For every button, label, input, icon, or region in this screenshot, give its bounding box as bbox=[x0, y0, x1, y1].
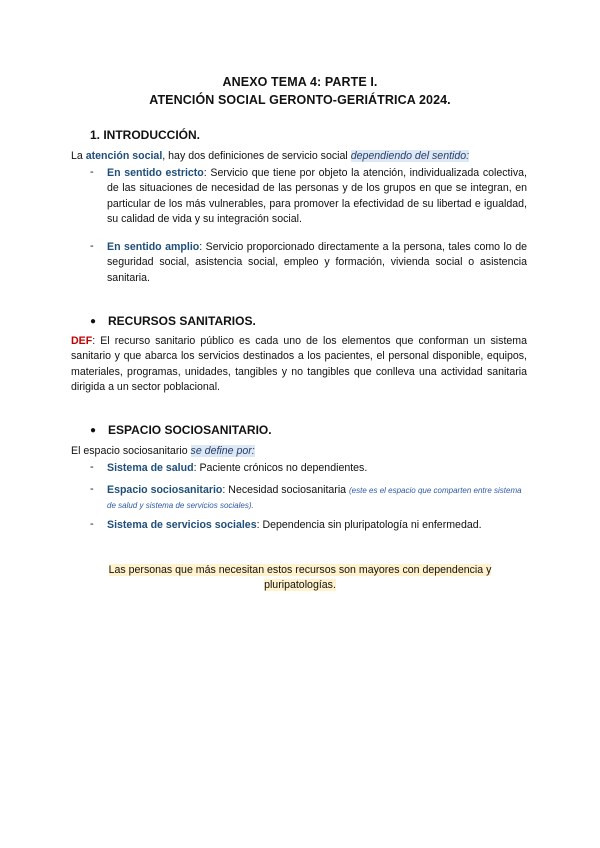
intro-pre: La bbox=[71, 150, 86, 162]
dash-icon: - bbox=[90, 483, 94, 495]
list-item-espacio-sociosanitario bbox=[107, 483, 531, 514]
intro-term: atención social bbox=[85, 150, 163, 162]
item-term: Espacio sociosanitario bbox=[107, 484, 223, 496]
item-term: Sistema de servicios sociales bbox=[107, 519, 257, 531]
document-title-line2: ATENCIÓN SOCIAL GERONTO-GERIÁTRICA 2024. bbox=[149, 93, 451, 107]
dash-icon: - bbox=[90, 166, 94, 178]
def-label: DEF bbox=[71, 335, 93, 347]
item-text: : Servicio proporcionado directamente a la persona, tales como lo de seguridad social, asistencia social, empleo y formación, vivienda social o asistencia sanitaria. bbox=[107, 241, 528, 284]
intro-highlight: dependiendo del sentido: bbox=[350, 150, 470, 162]
bullet-icon: ● bbox=[90, 316, 97, 327]
section-heading-recursos: RECURSOS SANITARIOS. bbox=[108, 314, 256, 328]
conclusion-line2: pluripatologías. bbox=[264, 579, 336, 592]
conclusion-paragraph bbox=[90, 563, 510, 594]
item-text: : Dependencia sin pluripatología ni enfermedad. bbox=[256, 519, 482, 531]
item-note: (este es el espacio que comparten entre sistema de salud y sistema de servicios sociales). bbox=[107, 486, 522, 511]
item-text: : Servicio que tiene por objeto la atención, individualizada colectiva, de las situaciones de necesidad de las personas y de los grupos en que se integran, en particular de los más vulnerables, para promover la efectividad de su libertad e igualdad, su calidad de vida y su integración social. bbox=[107, 167, 527, 226]
def-text: : El recurso sanitario público es cada uno de los elementos que conforman un sistema sanitario y que abarca los servicios destinados a los pacientes, el personal disponible, equipos, materiales, programas, unidades, tangibles y no tangibles que conlleva una actividad sanitaria dirigida a un sector poblacional. bbox=[71, 335, 527, 394]
item-term: Sistema de salud bbox=[107, 462, 194, 474]
list-item-servicios-sociales bbox=[107, 518, 527, 533]
espacio-intro-pre: El espacio sociosanitario bbox=[71, 445, 191, 457]
bullet-icon: ● bbox=[90, 425, 97, 436]
espacio-intro bbox=[71, 444, 527, 459]
espacio-intro-highlight: se define por: bbox=[190, 445, 255, 457]
intro-mid: , hay dos definiciones de servicio social bbox=[162, 150, 351, 162]
conclusion-line1: Las personas que más necesitan estos recursos son mayores con dependencia y bbox=[108, 564, 492, 576]
section-heading-introduccion: 1. INTRODUCCIÓN. bbox=[90, 128, 201, 142]
list-item-sentido-estricto bbox=[107, 166, 527, 228]
def-paragraph bbox=[71, 334, 527, 396]
item-term: En sentido amplio bbox=[107, 241, 200, 253]
item-text: : Necesidad sociosanitaria bbox=[222, 484, 350, 496]
dash-icon: - bbox=[90, 461, 94, 473]
item-term: En sentido estricto bbox=[107, 167, 204, 179]
dash-icon: - bbox=[90, 240, 94, 252]
dash-icon: - bbox=[90, 518, 94, 530]
document-title-line1: ANEXO TEMA 4: PARTE I. bbox=[222, 75, 378, 89]
list-item-sistema-salud bbox=[107, 461, 527, 476]
section-heading-espacio: ESPACIO SOCIOSANITARIO. bbox=[108, 423, 272, 437]
item-text: : Paciente crónicos no dependientes. bbox=[193, 462, 368, 474]
list-item-sentido-amplio bbox=[107, 240, 527, 286]
intro-paragraph bbox=[71, 149, 531, 164]
